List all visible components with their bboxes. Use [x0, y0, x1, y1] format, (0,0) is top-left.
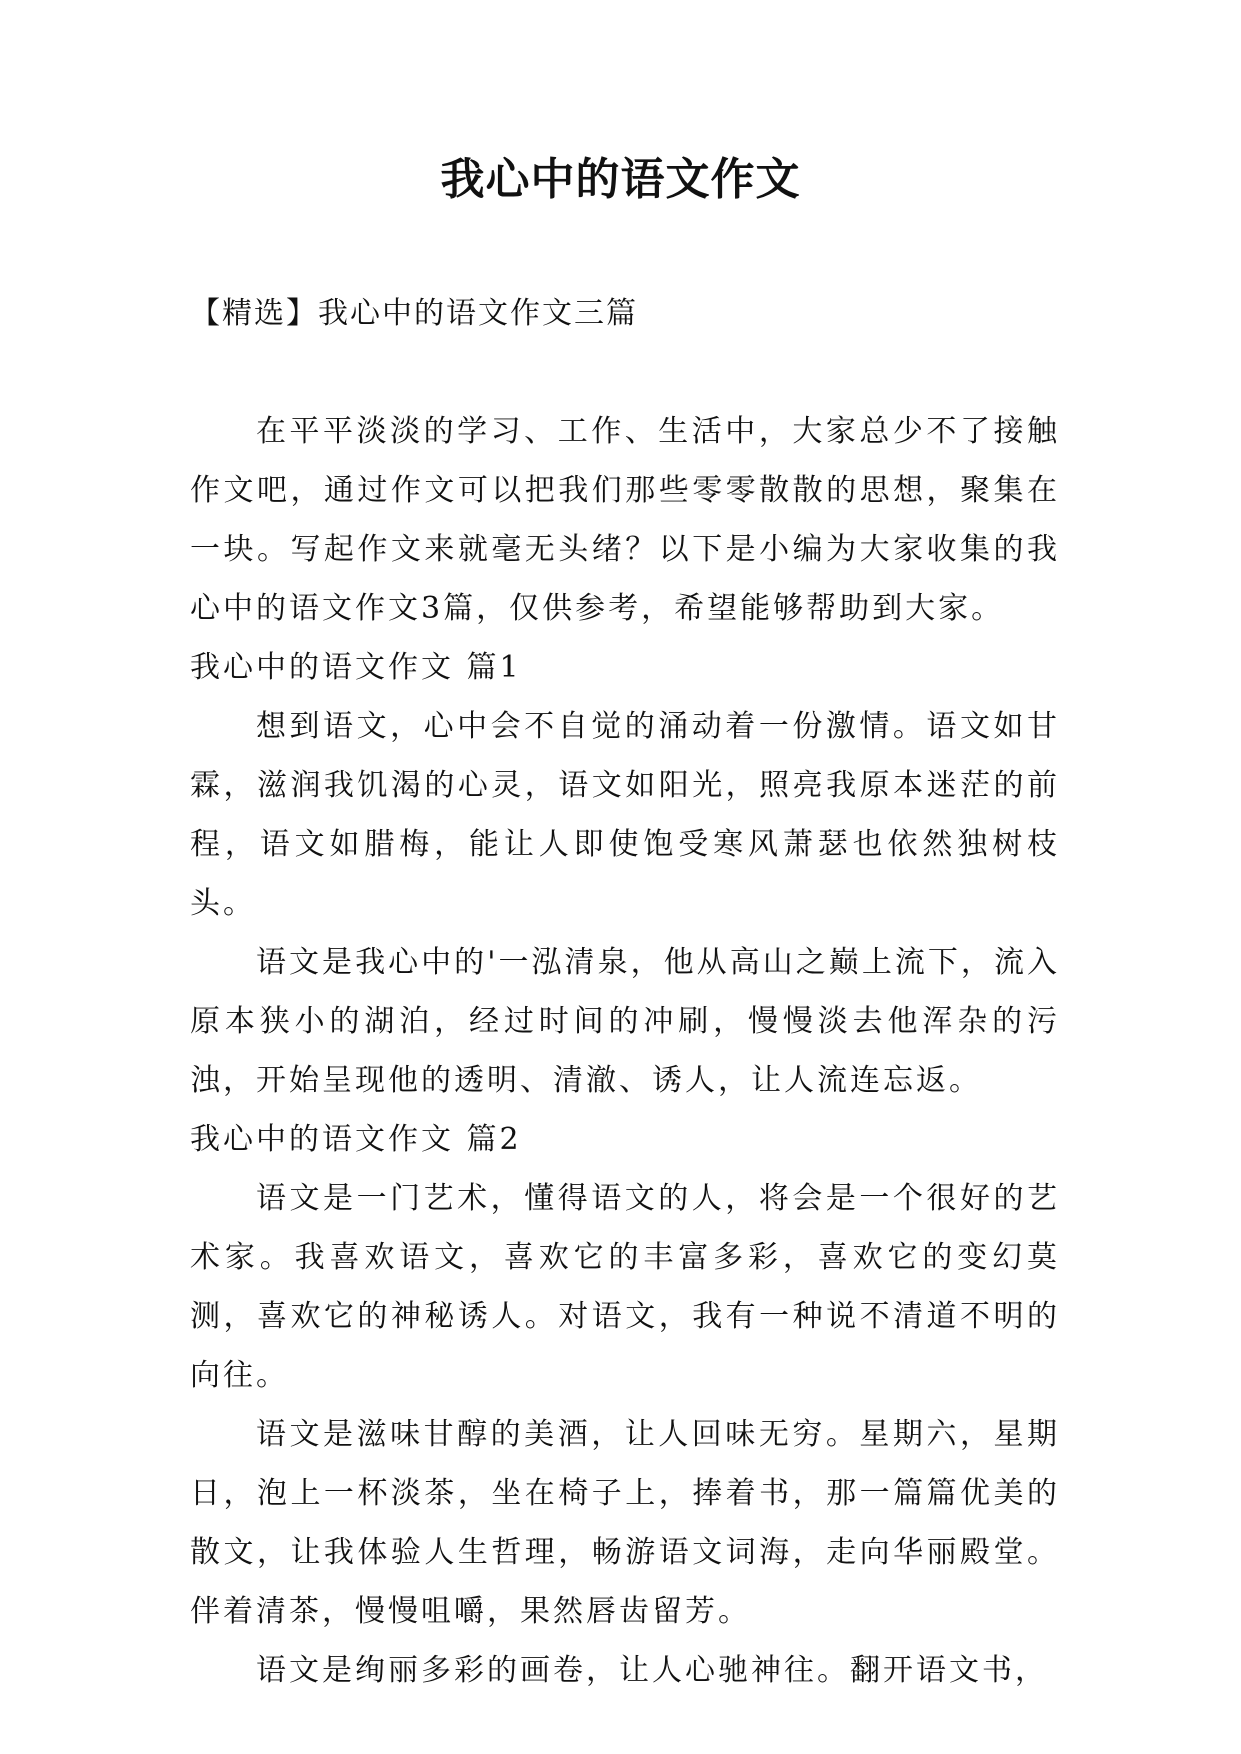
section-heading-2: 我心中的语文作文 篇2: [190, 1122, 522, 1157]
document-subtitle: 【精选】我心中的语文作文三篇: [190, 296, 638, 331]
section-heading-1: 我心中的语文作文 篇1: [190, 650, 522, 685]
body-paragraph: 语文是我心中的'一泓清泉，他从高山之巅上流下，流入原本狭小的湖泊，经过时间的冲刷，慢慢淡去他浑杂的污浊，开始呈现他的透明、清澈、诱人，让人流连忘返。: [190, 945, 1060, 1098]
document-title: 我心中的语文作文: [440, 154, 801, 205]
body-paragraph: 想到语文，心中会不自觉的涌动着一份激情。语文如甘霖，滋润我饥渴的心灵，语文如阳光，照亮我原本迷茫的前程，语文如腊梅，能让人即使饱受寒风萧瑟也依然独树枝头。: [190, 709, 1060, 921]
intro-paragraph: 在平平淡淡的学习、工作、生活中，大家总少不了接触作文吧，通过作文可以把我们那些零零散散的思想，聚集在一块。写起作文来就毫无头绪？以下是小编为大家收集的我心中的语文作文3篇，仅供参考，希望能够帮助到大家。: [190, 414, 1060, 626]
document-body: [190, 402, 1060, 1700]
body-paragraph: 语文是绚丽多彩的画卷，让人心驰神往。翻开语文书，: [256, 1653, 1048, 1688]
body-paragraph: 语文是一门艺术，懂得语文的人，将会是一个很好的艺术家。我喜欢语文，喜欢它的丰富多彩，喜欢它的变幻莫测，喜欢它的神秘诱人。对语文，我有一种说不清道不明的向往。: [190, 1181, 1060, 1393]
body-paragraph: 语文是滋味甘醇的美酒，让人回味无穷。星期六，星期日，泡上一杯淡茶，坐在椅子上，捧着书，那一篇篇优美的散文，让我体验人生哲理，畅游语文词海，走向华丽殿堂。伴着清茶，慢慢咀嚼，果然唇齿留芳。: [190, 1417, 1060, 1629]
